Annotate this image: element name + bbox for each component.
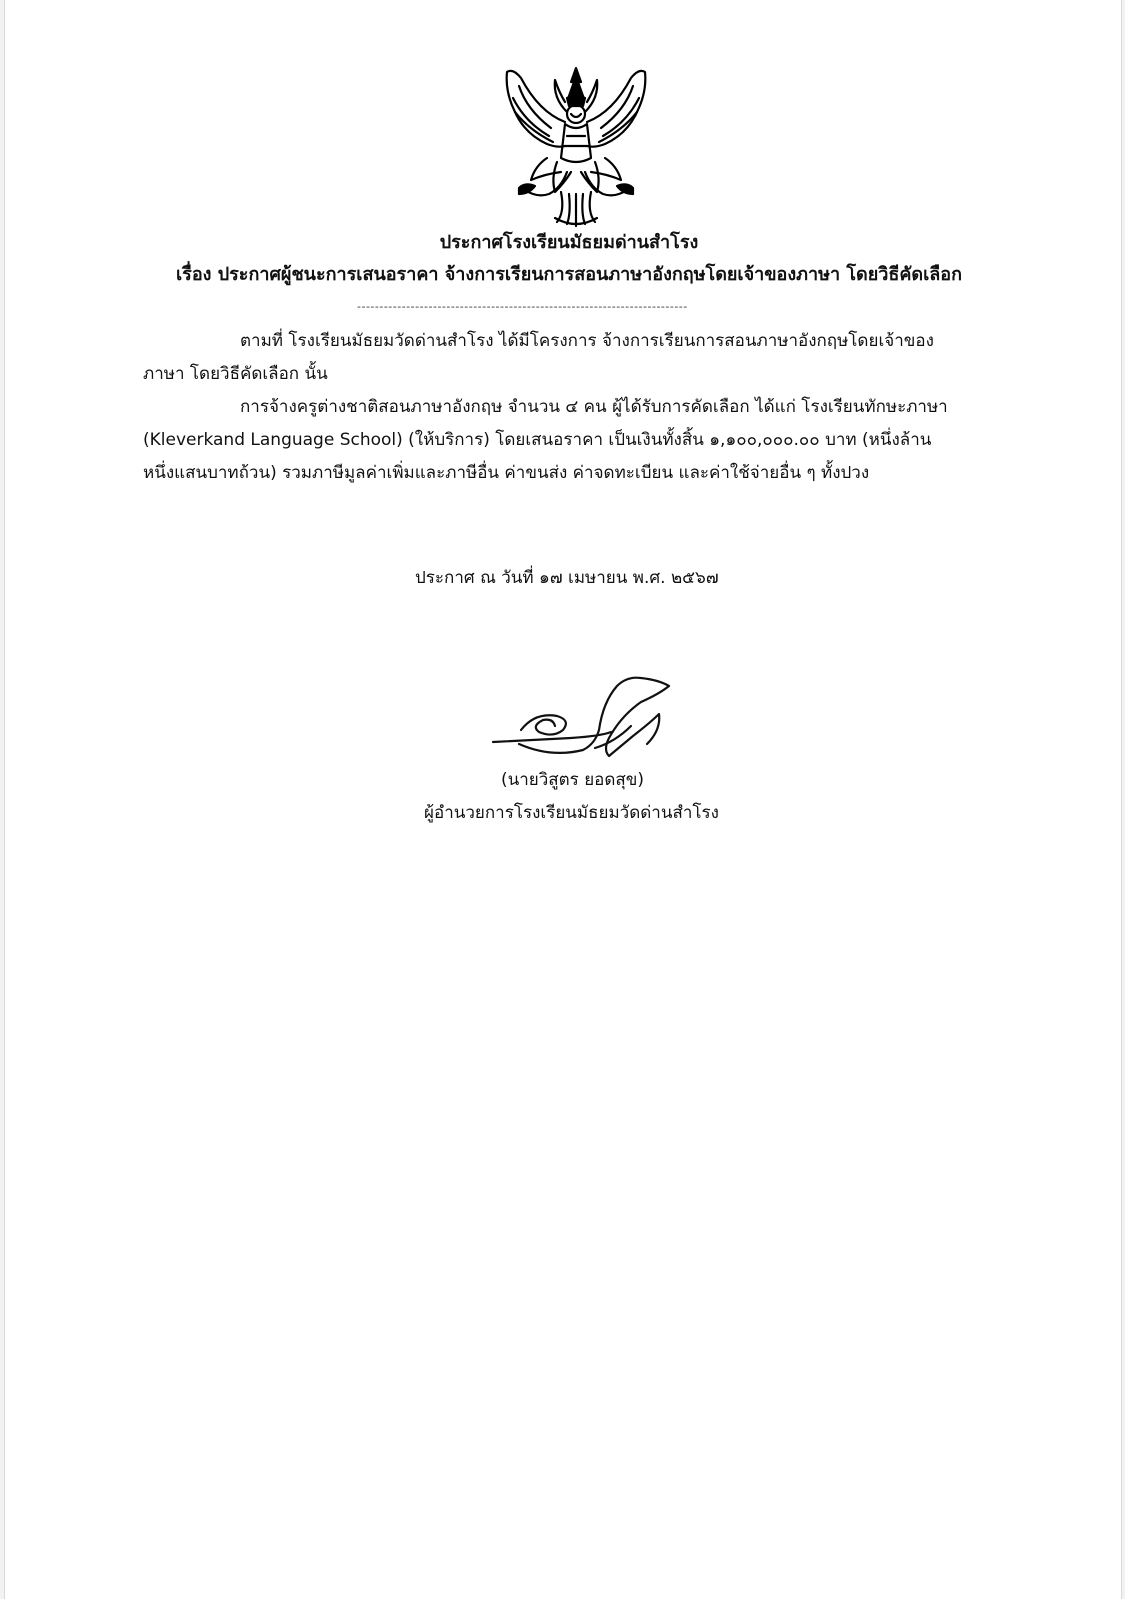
document-page (4, 0, 1122, 1599)
paragraph-1-line-1: ตามที่ โรงเรียนมัธยมวัดด่านสำโรง ได้มีโครงการ จ้างการเรียนการสอนภาษาอังกฤษโดยเจ้าของ (240, 331, 934, 351)
signer-title: ผู้อำนวยการโรงเรียนมัธยมวัดด่านสำโรง (424, 803, 719, 823)
garuda-emblem-icon (495, 62, 657, 228)
announcement-body (143, 325, 1023, 490)
announcement-heading (5, 228, 1121, 292)
paragraph-2-line-1: การจ้างครูต่างชาติสอนภาษาอังกฤษ จำนวน ๔ คน ผู้ได้รับการคัดเลือก ได้แก่ โรงเรียนทักษะภาษา (240, 397, 948, 417)
announcement-date: ประกาศ ณ วันที่ ๑๗ เมษายน พ.ศ. ๒๕๖๗ (415, 568, 719, 588)
paragraph-1-line-2: ภาษา โดยวิธีคัดเลือก นั้น (143, 364, 328, 384)
dashed-divider: -------------------------------------------------------------------------- (357, 300, 688, 313)
paragraph-2-line-2: (Kleverkand Language School) (ให้บริการ) โดยเสนอราคา เป็นเงินทั้งสิ้น ๑,๑๐๐,๐๐๐.๐๐ บาท (หนึ่งล้าน (143, 430, 932, 450)
paragraph-2-line-3: หนึ่งแสนบาทถ้วน) รวมภาษีมูลค่าเพิ่มและภาษีอื่น ค่าขนส่ง ค่าจดทะเบียน และค่าใช้จ่ายอื่น ๆ ทั้งปวง (143, 463, 870, 483)
handwritten-signature (491, 672, 691, 768)
document-subject: เรื่อง ประกาศผู้ชนะการเสนอราคา จ้างการเรียนการสอนภาษาอังกฤษโดยเจ้าของภาษา โดยวิธีคัดเลือก (176, 264, 962, 285)
signer-name: (นายวิสูตร ยอดสุข) (500, 770, 645, 790)
document-title: ประกาศโรงเรียนมัธยมด่านสำโรง (439, 232, 699, 253)
